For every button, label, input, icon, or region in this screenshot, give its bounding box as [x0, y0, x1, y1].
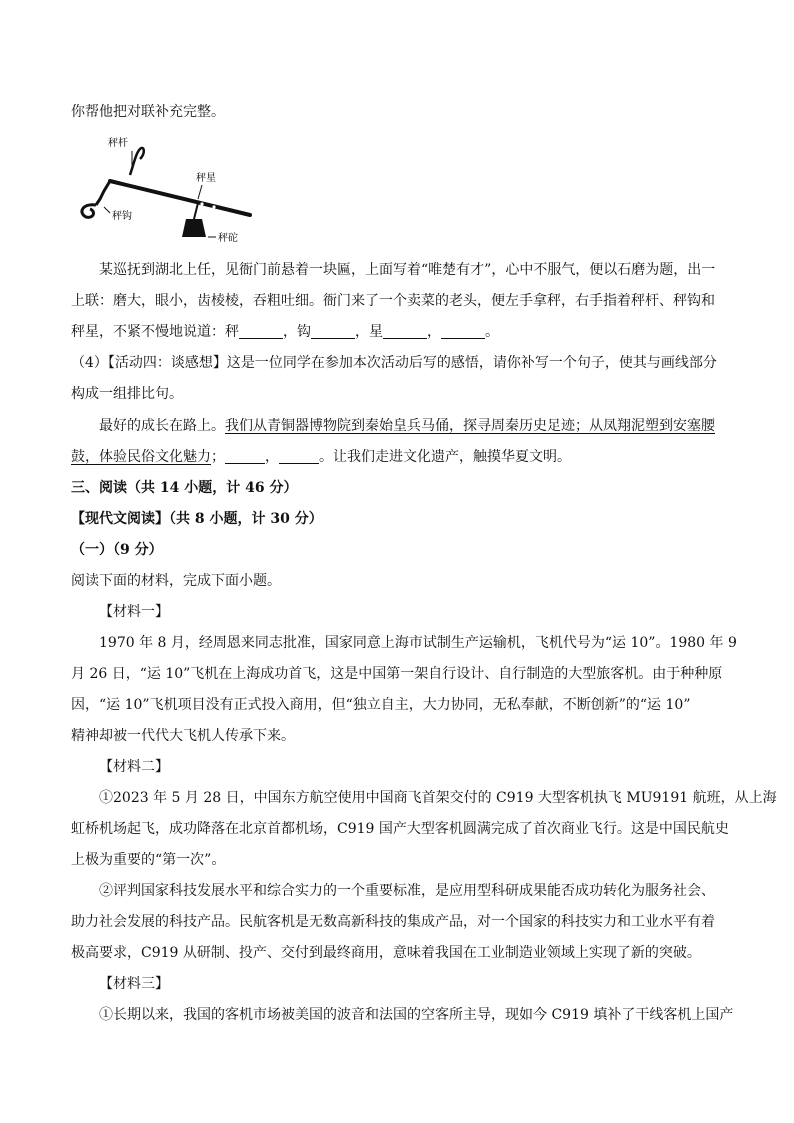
blank-hook[interactable]	[311, 324, 355, 339]
material-1-line-4: 精神却被一代代大飞机人传承下来。	[71, 728, 295, 744]
label-hook: 秤钩	[112, 211, 132, 222]
material-2-p2-line-1: ②评判国家科技发展水平和综合实力的一个重要标准，是应用型科研成果能否成功转化为服务社会、	[99, 883, 715, 899]
material-3-p1-line-1: ①长期以来，我国的客机市场被美国的波音和法国的空客所主导，现如今 C919 填补了干线客机上国产	[99, 1007, 734, 1023]
part-1-heading: （一）（9 分）	[71, 542, 163, 558]
material-2-p1-line-1: ①2023 年 5 月 28 日，中国东方航空使用中国商飞首架交付的 C919 大型客机执飞 MU9191 航班，从上海	[99, 790, 777, 806]
material-1-line-2: 月 26 日，“运 10”飞机在上海成功首飞，这是中国第一架自行设计、自行制造的大型旅客机。由于种种原	[71, 666, 723, 682]
essay-lead: 最好的成长在路上。	[99, 418, 225, 434]
couplet-text-c: ，星	[355, 324, 383, 340]
essay-tail: 。让我们走进文化遗产，触摸华夏文明。	[319, 449, 571, 465]
activity4-line-1: （4）【活动四：谈感想】这是一位同学在参加本次活动后写的感悟，请你补写一个句子，使其与画线部分	[71, 355, 717, 371]
activity4-line-2: 构成一组排比句。	[71, 386, 183, 402]
label-weight: 秤砣	[218, 233, 238, 244]
essay-underlined-1: 我们从青铜器博物院到秦始皇兵马俑，探寻周秦历史足迹；从凤翔泥塑到安塞腰	[225, 418, 715, 434]
material-2-p2-line-3: 极高要求，C919 从研制、投产、交付到最终商用，意味着我国在工业制造业领域上实现了新的突破。	[71, 945, 701, 961]
material-2-title: 【材料二】	[99, 759, 169, 775]
couplet-text-e: 。	[485, 324, 499, 340]
material-2-p1-line-3: 上极为重要的“第一次”。	[71, 852, 226, 868]
couplet-text-d: ，	[427, 324, 441, 340]
couplet-text-a: 秤星，不紧不慢地说道：秤	[71, 324, 239, 340]
blank-essay-2[interactable]	[279, 449, 319, 464]
modern-reading-heading: 【现代文阅读】（共 8 小题，计 30 分）	[71, 511, 323, 527]
intro-text: 你帮他把对联补充完整。	[71, 104, 225, 120]
material-2-p1-line-2: 虹桥机场起飞，成功降落在北京首都机场，C919 国产大型客机圆满完成了首次商业飞行。这是中国民航史	[71, 821, 729, 837]
reading-instruction: 阅读下面的材料，完成下面小题。	[71, 573, 281, 589]
label-star: 秤星	[196, 173, 216, 184]
essay-sep-b: ，	[265, 449, 279, 465]
couplet-para-line-2: 上联：磨大，眼小，齿棱棱，吞粗吐细。衙门来了一个卖菜的老头，便左手拿秤，右手指着秤杆、秤钩和	[71, 293, 715, 309]
material-1-line-1: 1970 年 8 月，经周恩来同志批准，国家同意上海市试制生产运输机，飞机代号为“运 10”。1980 年 9	[99, 635, 737, 651]
blank-star[interactable]	[383, 324, 427, 339]
blank-essay-1[interactable]	[225, 449, 265, 464]
material-1-line-3: 因，“运 10”飞机项目没有正式投入商用，但“独立自主，大力协同，无私奉献，不断创新”的“运 10”	[71, 697, 691, 713]
steelyard-figure	[74, 133, 256, 245]
material-1-title: 【材料一】	[99, 604, 169, 620]
couplet-para-line-1: 某巡抚到湖北上任，见衙门前悬着一块匾，上面写着“唯楚有才”，心中不服气，便以石磨为题，出一	[99, 262, 716, 278]
couplet-para-line-3	[71, 323, 499, 341]
material-3-title: 【材料三】	[99, 976, 169, 992]
section-3-heading: 三、阅读（共 14 小题，计 46 分）	[71, 480, 298, 496]
steelyard-illustration	[74, 133, 256, 245]
essay-sep-a: ；	[211, 449, 225, 465]
essay-line-1	[99, 417, 715, 435]
couplet-text-b: ，钩	[283, 324, 311, 340]
blank-final[interactable]	[441, 324, 485, 339]
essay-line-2	[71, 448, 571, 466]
label-rod: 秤杆	[108, 138, 128, 149]
material-2-p2-line-2: 助力社会发展的科技产品。民航客机是无数高新科技的集成产品，对一个国家的科技实力和工业水平有着	[71, 914, 715, 930]
essay-underlined-2: 鼓，体验民俗文化魅力	[71, 449, 211, 465]
blank-rod[interactable]	[239, 324, 283, 339]
